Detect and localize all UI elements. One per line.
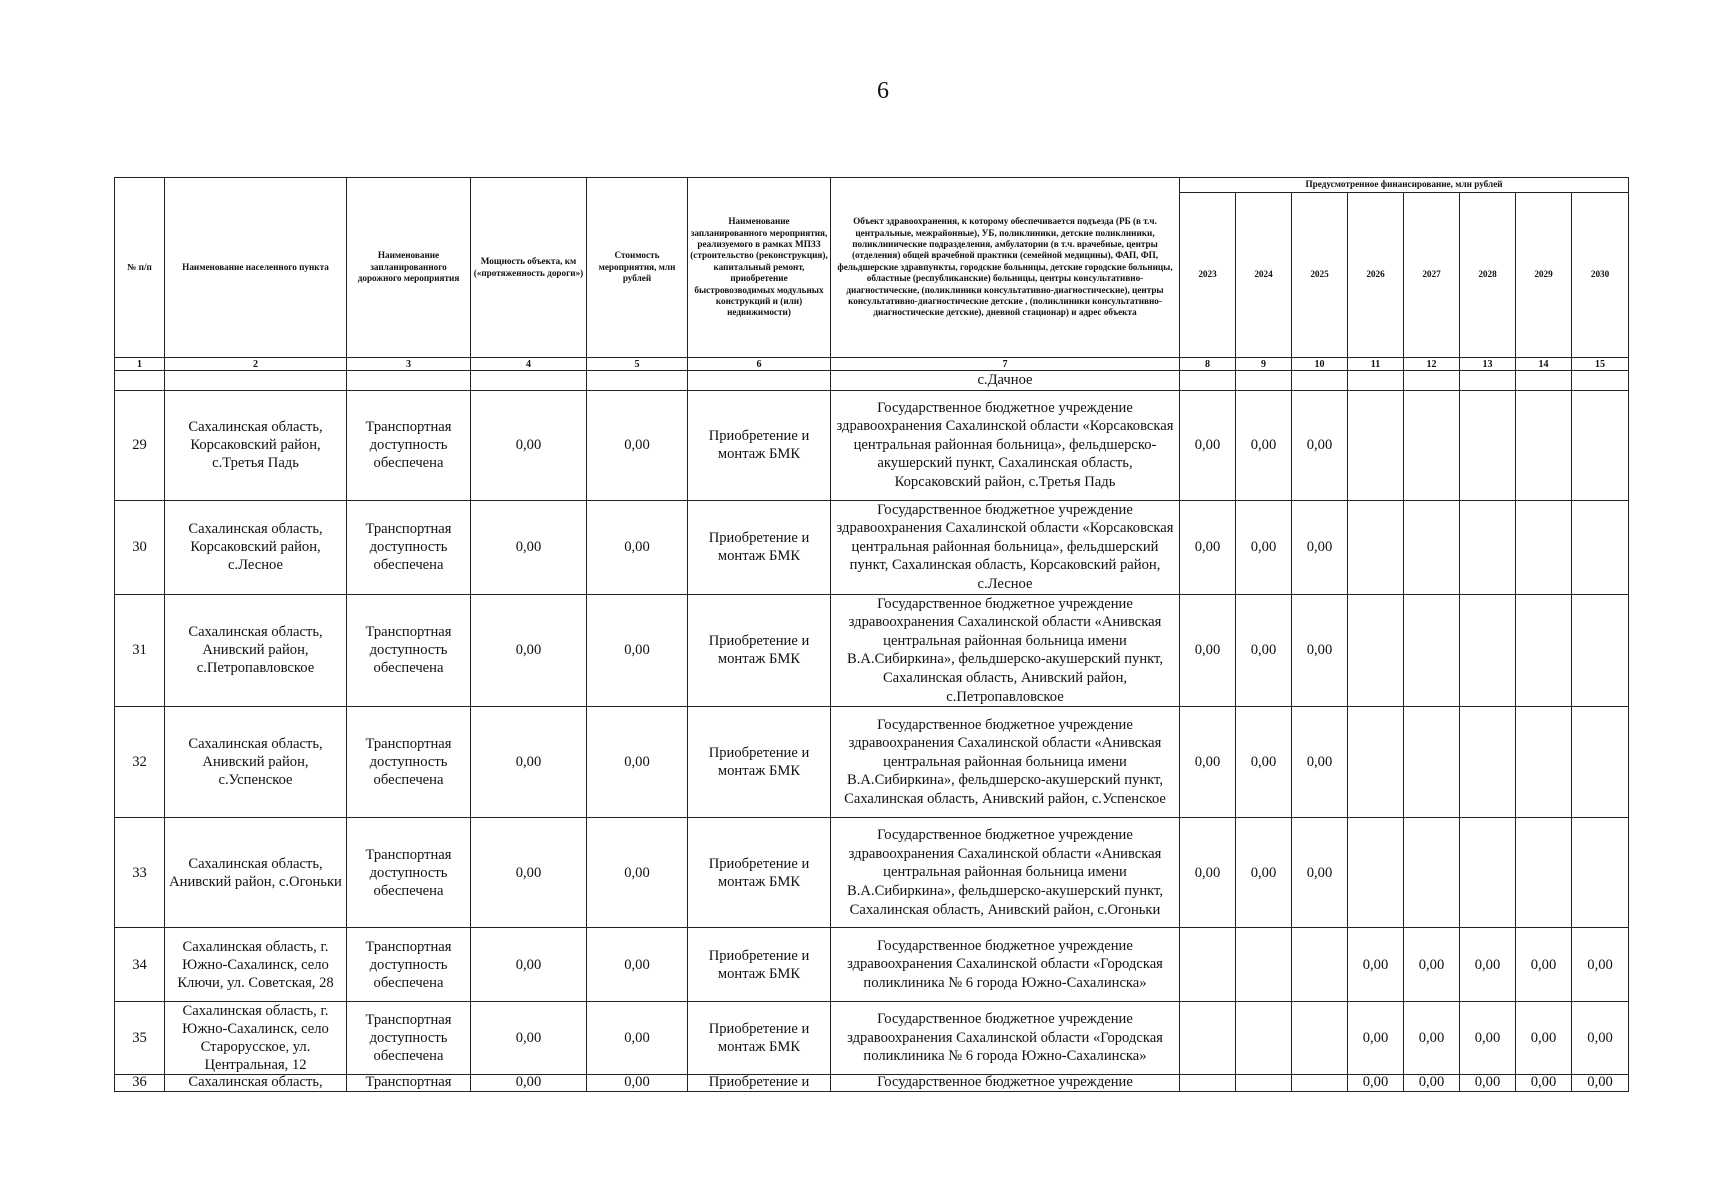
funding-cell: 0,00 bbox=[1236, 500, 1292, 594]
cost-cell: 0,00 bbox=[587, 594, 688, 707]
col-number: 2 bbox=[165, 358, 347, 371]
settlement-cell: Сахалинская область, Анивский район, с.Успенское bbox=[165, 707, 347, 818]
funding-cell: 0,00 bbox=[1348, 1075, 1404, 1092]
settlement-cell: Сахалинская область, г. Южно-Сахалинск, село Старорусское, ул. Центральная, 12 bbox=[165, 1002, 347, 1075]
row-number: 33 bbox=[115, 818, 165, 928]
cost-cell: 0,00 bbox=[587, 390, 688, 500]
funding-cell bbox=[1460, 707, 1516, 818]
funding-cell bbox=[1180, 1075, 1236, 1092]
capacity-cell: 0,00 bbox=[471, 928, 587, 1002]
funding-cell bbox=[1572, 707, 1629, 818]
funding-cell bbox=[1180, 1002, 1236, 1075]
table-row bbox=[115, 707, 1629, 818]
header-road-event: Наименование запланированного дорожного мероприятия bbox=[347, 178, 471, 358]
row-number: 30 bbox=[115, 500, 165, 594]
funding-cell: 0,00 bbox=[1236, 594, 1292, 707]
header-num: № п/п bbox=[115, 178, 165, 358]
col-number: 12 bbox=[1404, 358, 1460, 371]
header-year: 2027 bbox=[1404, 193, 1460, 358]
page-number: 6 bbox=[877, 78, 889, 104]
table-row bbox=[115, 500, 1629, 594]
mpz-cell: Приобретение и монтаж БМК bbox=[688, 1002, 831, 1075]
mpz-cell: Приобретение и монтаж БМК bbox=[688, 818, 831, 928]
funding-cell bbox=[1404, 390, 1460, 500]
header-year: 2029 bbox=[1516, 193, 1572, 358]
row-number: 34 bbox=[115, 928, 165, 1002]
funding-cell bbox=[1460, 390, 1516, 500]
header-cost: Стоимость мероприятия, млн рублей bbox=[587, 178, 688, 358]
col-number: 7 bbox=[831, 358, 1180, 371]
funding-cell bbox=[1404, 707, 1460, 818]
cost-cell: 0,00 bbox=[587, 928, 688, 1002]
funding-cell bbox=[1236, 1075, 1292, 1092]
funding-cell bbox=[1236, 928, 1292, 1002]
table-row bbox=[115, 390, 1629, 500]
col-number: 3 bbox=[347, 358, 471, 371]
mpz-cell: Приобретение и монтаж БМК bbox=[688, 500, 831, 594]
funding-cell: 0,00 bbox=[1460, 1002, 1516, 1075]
funding-cell: 0,00 bbox=[1292, 818, 1348, 928]
settlement-cell: Сахалинская область, г. Южно-Сахалинск, село Ключи, ул. Советская, 28 bbox=[165, 928, 347, 1002]
col-number: 14 bbox=[1516, 358, 1572, 371]
mpz-cell: Приобретение и монтаж БМК bbox=[688, 707, 831, 818]
row-number: 32 bbox=[115, 707, 165, 818]
funding-cell bbox=[1572, 594, 1629, 707]
object-cell: Государственное бюджетное учреждение здравоохранения Сахалинской области «Анивская центральная районная больница имени В.А.Сибиркина», фельдшерско-акушерский пункт, Сахалинская область, Анивский район, с.Успенское bbox=[831, 707, 1180, 818]
capacity-cell: 0,00 bbox=[471, 818, 587, 928]
settlement-cell: Сахалинская область, Анивский район, с.Петропавловское bbox=[165, 594, 347, 707]
funding-cell: 0,00 bbox=[1404, 1002, 1460, 1075]
header-year: 2025 bbox=[1292, 193, 1348, 358]
col-number: 5 bbox=[587, 358, 688, 371]
col-number: 15 bbox=[1572, 358, 1629, 371]
funding-cell: 0,00 bbox=[1180, 818, 1236, 928]
object-cell: Государственное бюджетное учреждение здравоохранения Сахалинской области «Городская поликлиника № 6 города Южно-Сахалинска» bbox=[831, 928, 1180, 1002]
funding-cell: 0,00 bbox=[1180, 707, 1236, 818]
funding-cell bbox=[1572, 818, 1629, 928]
funding-cell bbox=[1404, 594, 1460, 707]
road-event-cell: Транспортная доступность обеспечена bbox=[347, 928, 471, 1002]
carry-over-row bbox=[115, 371, 1629, 391]
road-event-cell: Транспортная доступность обеспечена bbox=[347, 1002, 471, 1075]
funding-cell bbox=[1236, 1002, 1292, 1075]
table-row bbox=[115, 928, 1629, 1002]
funding-cell bbox=[1516, 594, 1572, 707]
road-event-cell: Транспортная доступность обеспечена bbox=[347, 818, 471, 928]
header-capacity: Мощность объекта, км («протяженность дороги») bbox=[471, 178, 587, 358]
funding-cell: 0,00 bbox=[1516, 1075, 1572, 1092]
col-number: 9 bbox=[1236, 358, 1292, 371]
funding-cell bbox=[1180, 928, 1236, 1002]
funding-cell: 0,00 bbox=[1180, 500, 1236, 594]
funding-cell bbox=[1460, 500, 1516, 594]
funding-cell: 0,00 bbox=[1292, 594, 1348, 707]
cost-cell: 0,00 bbox=[587, 818, 688, 928]
road-event-cell: Транспортная доступность обеспечена bbox=[347, 500, 471, 594]
row-number: 29 bbox=[115, 390, 165, 500]
funding-cell: 0,00 bbox=[1292, 500, 1348, 594]
object-cell: Государственное бюджетное учреждение здравоохранения Сахалинской области «Анивская центральная районная больница имени В.А.Сибиркина», фельдшерско-акушерский пункт, Сахалинская область, Анивский район, с.Огоньки bbox=[831, 818, 1180, 928]
header-year: 2024 bbox=[1236, 193, 1292, 358]
capacity-cell: 0,00 bbox=[471, 500, 587, 594]
funding-cell bbox=[1348, 390, 1404, 500]
header-object: Объект здравоохранения, к которому обеспечивается подъезда (РБ (в т.ч. центральные, межрайонные), УБ, поликлиники, детские поликлиники, поликлинические подразделения, амбулатории (в т.ч. врачебные, центры (отделения) общей врачебной практики (семейной медицины), ФАП, ФП, фельдшерские здравпункты, городские больницы, детские городские больницы, областные (республиканские) больницы, центры консультативно-диагностические, (поликлиники консультативно-диагностические), центры консультативно-диагностические детские , (поликлиники консультативно-диагностические детские), дневной стационар) и адрес объекта bbox=[831, 178, 1180, 358]
funding-cell: 0,00 bbox=[1516, 1002, 1572, 1075]
funding-cell: 0,00 bbox=[1516, 928, 1572, 1002]
col-number: 4 bbox=[471, 358, 587, 371]
capacity-cell: 0,00 bbox=[471, 1002, 587, 1075]
funding-cell: 0,00 bbox=[1404, 928, 1460, 1002]
funding-cell bbox=[1404, 818, 1460, 928]
road-event-cell: Транспортная доступность обеспечена bbox=[347, 707, 471, 818]
object-cell: Государственное бюджетное учреждение здравоохранения Сахалинской области «Корсаковская центральная районная больница», фельдшерский пункт, Сахалинская область, Корсаковский район, с.Лесное bbox=[831, 500, 1180, 594]
object-cell: Государственное бюджетное учреждение bbox=[831, 1075, 1180, 1092]
funding-cell: 0,00 bbox=[1236, 818, 1292, 928]
settlement-cell: Сахалинская область, Корсаковский район, с.Лесное bbox=[165, 500, 347, 594]
cost-cell: 0,00 bbox=[587, 1075, 688, 1092]
funding-cell bbox=[1572, 500, 1629, 594]
object-cell: Государственное бюджетное учреждение здравоохранения Сахалинской области «Анивская центральная районная больница имени В.А.Сибиркина», фельдшерско-акушерский пункт, Сахалинская область, Анивский район, с.Петропавловское bbox=[831, 594, 1180, 707]
funding-cell bbox=[1516, 500, 1572, 594]
table-row bbox=[115, 1075, 1629, 1092]
row-number: 31 bbox=[115, 594, 165, 707]
funding-cell: 0,00 bbox=[1292, 707, 1348, 818]
capacity-cell: 0,00 bbox=[471, 390, 587, 500]
funding-cell: 0,00 bbox=[1180, 390, 1236, 500]
funding-cell: 0,00 bbox=[1236, 707, 1292, 818]
funding-cell: 0,00 bbox=[1236, 390, 1292, 500]
funding-cell bbox=[1348, 707, 1404, 818]
object-cell: Государственное бюджетное учреждение здравоохранения Сахалинской области «Корсаковская центральная районная больница», фельдшерско-акушерский пункт, Сахалинская область, Корсаковский район, с.Третья Падь bbox=[831, 390, 1180, 500]
funding-cell bbox=[1404, 500, 1460, 594]
road-event-cell: Транспортная bbox=[347, 1075, 471, 1092]
settlement-cell: Сахалинская область, bbox=[165, 1075, 347, 1092]
object-cell: Государственное бюджетное учреждение здравоохранения Сахалинской области «Городская поликлиника № 6 города Южно-Сахалинска» bbox=[831, 1002, 1180, 1075]
road-event-cell: Транспортная доступность обеспечена bbox=[347, 390, 471, 500]
funding-cell bbox=[1292, 1002, 1348, 1075]
funding-table bbox=[114, 177, 1629, 1092]
cost-cell: 0,00 bbox=[587, 500, 688, 594]
mpz-cell: Приобретение и монтаж БМК bbox=[688, 928, 831, 1002]
row-number: 36 bbox=[115, 1075, 165, 1092]
settlement-cell: Сахалинская область, Анивский район, с.Огоньки bbox=[165, 818, 347, 928]
funding-cell bbox=[1292, 1075, 1348, 1092]
col-number: 6 bbox=[688, 358, 831, 371]
funding-cell: 0,00 bbox=[1348, 1002, 1404, 1075]
header-year: 2026 bbox=[1348, 193, 1404, 358]
road-event-cell: Транспортная доступность обеспечена bbox=[347, 594, 471, 707]
header-mpz: Наименование запланированного мероприятия, реализуемого в рамках МПЗЗ (строительство (реконструкция), капитальный ремонт, приобретение быстровозводимых модульных конструкций и (или) недвижимости) bbox=[688, 178, 831, 358]
funding-cell bbox=[1348, 594, 1404, 707]
funding-cell: 0,00 bbox=[1348, 928, 1404, 1002]
col-number: 13 bbox=[1460, 358, 1516, 371]
table-row bbox=[115, 1002, 1629, 1075]
funding-cell: 0,00 bbox=[1572, 928, 1629, 1002]
funding-cell: 0,00 bbox=[1460, 928, 1516, 1002]
mpz-cell: Приобретение и монтаж БМК bbox=[688, 594, 831, 707]
funding-cell: 0,00 bbox=[1404, 1075, 1460, 1092]
funding-cell bbox=[1460, 818, 1516, 928]
carry-over-text: с.Дачное bbox=[831, 371, 1180, 391]
funding-cell bbox=[1516, 390, 1572, 500]
capacity-cell: 0,00 bbox=[471, 707, 587, 818]
funding-cell bbox=[1516, 707, 1572, 818]
funding-cell bbox=[1460, 594, 1516, 707]
funding-cell bbox=[1572, 390, 1629, 500]
table-row bbox=[115, 818, 1629, 928]
settlement-cell: Сахалинская область, Корсаковский район, с.Третья Падь bbox=[165, 390, 347, 500]
col-number: 1 bbox=[115, 358, 165, 371]
funding-cell bbox=[1292, 928, 1348, 1002]
funding-cell bbox=[1516, 818, 1572, 928]
funding-cell: 0,00 bbox=[1572, 1002, 1629, 1075]
cost-cell: 0,00 bbox=[587, 707, 688, 818]
col-number: 11 bbox=[1348, 358, 1404, 371]
capacity-cell: 0,00 bbox=[471, 1075, 587, 1092]
header-settlement: Наименование населенного пункта bbox=[165, 178, 347, 358]
row-number: 35 bbox=[115, 1002, 165, 1075]
mpz-cell: Приобретение и bbox=[688, 1075, 831, 1092]
funding-cell: 0,00 bbox=[1292, 390, 1348, 500]
funding-cell: 0,00 bbox=[1572, 1075, 1629, 1092]
col-number: 8 bbox=[1180, 358, 1236, 371]
header-year: 2023 bbox=[1180, 193, 1236, 358]
funding-cell bbox=[1348, 818, 1404, 928]
header-year: 2028 bbox=[1460, 193, 1516, 358]
capacity-cell: 0,00 bbox=[471, 594, 587, 707]
header-funding: Предусмотренное финансирование, млн рублей bbox=[1180, 178, 1629, 193]
cost-cell: 0,00 bbox=[587, 1002, 688, 1075]
funding-cell: 0,00 bbox=[1180, 594, 1236, 707]
funding-cell bbox=[1348, 500, 1404, 594]
table-row bbox=[115, 594, 1629, 707]
header-year: 2030 bbox=[1572, 193, 1629, 358]
col-number: 10 bbox=[1292, 358, 1348, 371]
mpz-cell: Приобретение и монтаж БМК bbox=[688, 390, 831, 500]
funding-cell: 0,00 bbox=[1460, 1075, 1516, 1092]
